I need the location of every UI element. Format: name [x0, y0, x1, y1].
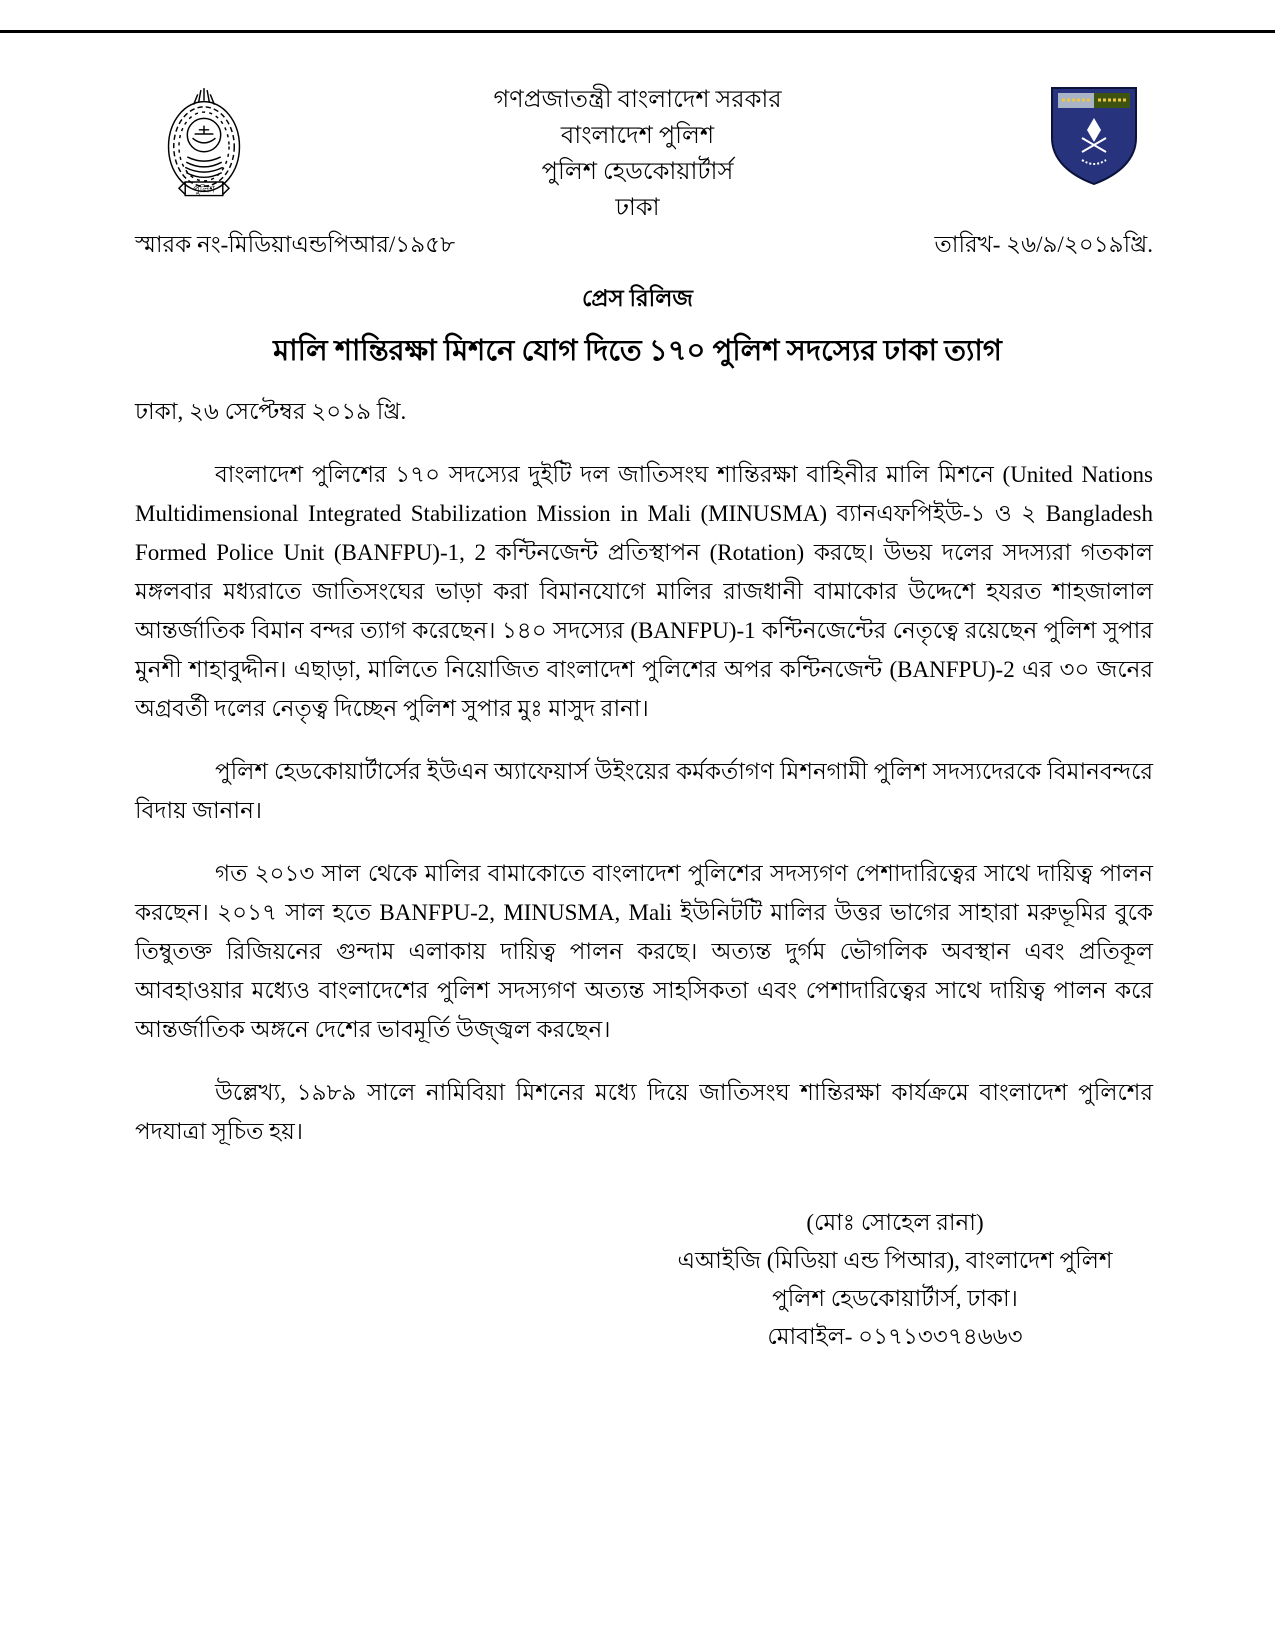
letterhead-organization-line: বাংলাদেশ পুলিশ	[560, 123, 715, 149]
top-scan-line	[0, 30, 1275, 33]
signatory-name: (মোঃ সোহেল রানা)	[806, 1210, 984, 1235]
body-paragraph-1: বাংলাদেশ পুলিশের ১৭০ সদস্যের দুইটি দল জাতিসংঘ শান্তিরক্ষা বাহিনীর মালি মিশনে (United Nations Multidimensional Integrated Stabilization Mission in Mali (MINUSMA) ব্যানএফপিইউ-১ ও ২ Bangladesh Formed Police Unit (BANFPU)-1, 2 কন্টিনজেন্ট প্রতিস্থাপন (Rotation) করছে। উভয় দলের সদস্যরা গতকাল মঙ্গলবার মধ্যরাতে জাতিসংঘের ভাড়া করা বিমানযোগে মালির রাজধানী বামাকোর উদ্দেশে হযরত শাহজালাল আন্তর্জাতিক বিমান বন্দর ত্যাগ করেছেন। ১৪০ সদস্যের (BANFPU)-1 কন্টিনজেন্টের নেতৃত্বে রয়েছেন পুলিশ সুপার মুনশী শাহাবুদ্দীন। এছাড়া, মালিতে নিয়োজিত বাংলাদেশ পুলিশের অপর কন্টিনজেন্ট (BANFPU)-2 এর ৩০ জনের অগ্রবর্তী দলের নেতৃত্ব দিচ্ছেন পুলিশ সুপার মুঃ মাসুদ রানা।	[135, 462, 1153, 721]
signatory-mobile: মোবাইল- ০১৭১৩৩৭৪৬৬৩	[767, 1324, 1023, 1349]
letterhead-city-line: ঢাকা	[615, 195, 660, 221]
memo-date: তারিখ- ২৬/৯/২০১৯খ্রি.	[934, 232, 1153, 257]
signatory-office: পুলিশ হেডকোয়ার্টার্স, ঢাকা।	[772, 1286, 1018, 1311]
body-paragraph-4: উল্লেখ্য, ১৯৮৯ সালে নামিবিয়া মিশনের মধ্যে দিয়ে জাতিসংঘ শান্তিরক্ষা কার্যক্রমে বাংলাদেশ পুলিশের পদযাত্রা সূচিত হয়।	[135, 1080, 1153, 1144]
letterhead-department-line: পুলিশ হেডকোয়ার্টার্স	[541, 159, 734, 185]
signature-block	[665, 1204, 1125, 1356]
body-paragraph-2: পুলিশ হেডকোয়ার্টার্সের ইউএন অ্যাফেয়ার্স উইংয়ের কর্মকর্তাগণ মিশনগামী পুলিশ সদস্যদেরকে বিমানবন্দরে বিদায় জানান।	[135, 759, 1153, 823]
doc-type-label: প্রেস রিলিজ	[582, 286, 693, 311]
signatory-designation: এআইজি (মিডিয়া এন্ড পিআর), বাংলাদেশ পুলিশ	[677, 1248, 1113, 1273]
memo-row	[135, 226, 1153, 265]
document-body	[135, 392, 1153, 1175]
memo-number: স্মারক নং-মিডিয়াএন্ডপিআর/১৯৫৮	[135, 232, 455, 257]
svg-text:পুলিশ: পুলিশ	[193, 185, 215, 196]
letterhead-government-line: গণপ্রজাতন্ত্রী বাংলাদেশ সরকার	[493, 87, 782, 113]
letterhead	[0, 82, 1275, 226]
page-title: মালি শান্তিরক্ষা মিশনে যোগ দিতে ১৭০ পুলিশ সদস্যের ঢাকা ত্যাগ	[273, 335, 1002, 367]
dateline: ঢাকা, ২৬ সেপ্টেম্বর ২০১৯ খ্রি.	[135, 399, 407, 424]
body-paragraph-3: গত ২০১৩ সাল থেকে মালির বামাকোতে বাংলাদেশ পুলিশের সদস্যগণ পেশাদারিত্বের সাথে দায়িত্ব পালন করছেন। ২০১৭ সাল হতে BANFPU-2, MINUSMA, Mali ইউনিটটি মালির উত্তর ভাগের সাহারা মরুভূমির বুকে তিম্বুতক্ত রিজিয়নের গুন্দাম এলাকায় দায়িত্ব পালন করছে। অত্যন্ত দুর্গম ভৌগলিক অবস্থান এবং প্রতিকূল আবহাওয়ার মধ্যেও বাংলাদেশের পুলিশ সদস্যগণ অত্যন্ত সাহসিকতা এবং পেশাদারিত্বের সাথে দায়িত্ব পালন করে আন্তর্জাতিক অঙ্গনে দেশের ভাবমূর্তি উজ্জ্বল করছেন।	[135, 861, 1153, 1042]
